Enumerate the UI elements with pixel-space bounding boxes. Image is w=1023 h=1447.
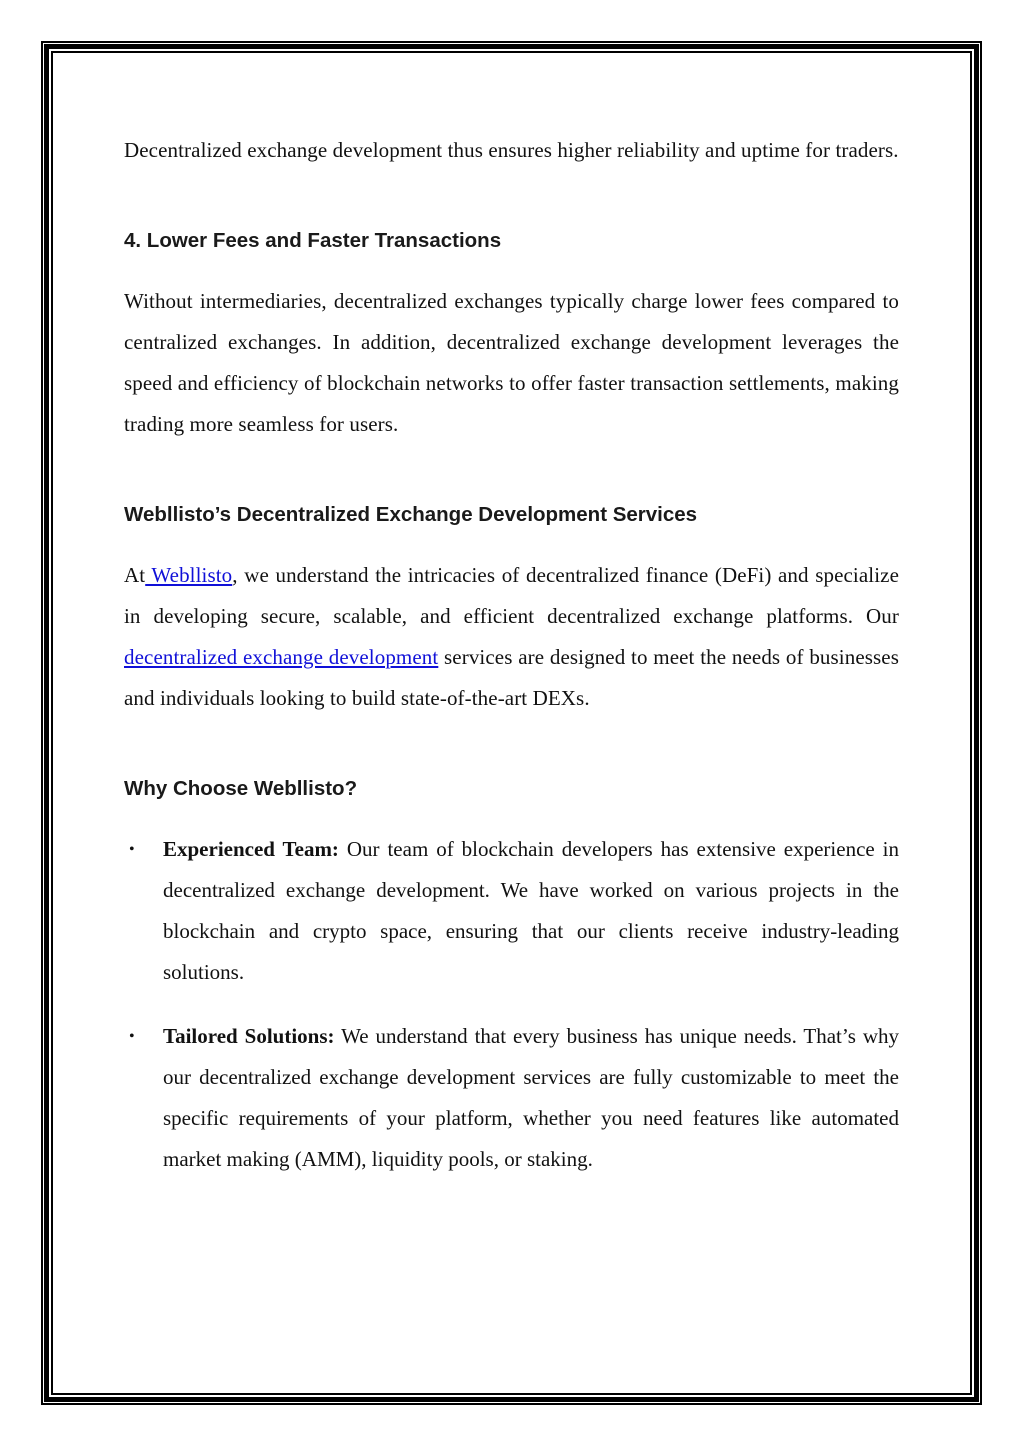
list-item-text: Our team of blockchain developers has extensive experience in decentralized exchange development. We have worked on various projects in the blockchain and crypto space, ensuring that our clients receive industry-leading solutions. xyxy=(163,837,899,984)
list-item-title: Tailored Solutions: xyxy=(163,1024,335,1048)
why-list xyxy=(124,829,899,1180)
bullet-icon: • xyxy=(129,1028,135,1045)
list-item-text: We understand that every business has unique needs. That’s why our decentralized exchange development services are fully customizable to meet the specific requirements of your platform, whether you need features like automated market making (AMM), liquidity pools, or staking. xyxy=(163,1024,899,1171)
list-item xyxy=(124,1016,899,1180)
list-item-title: Experienced Team: xyxy=(163,837,339,861)
services-heading: Webllisto’s Decentralized Exchange Development Services xyxy=(124,503,698,526)
why-heading: Why Choose Webllisto? xyxy=(124,777,358,800)
services-text-mid: , we understand the intricacies of decentralized finance (DeFi) and specialize in developing secure, scalable, and efficient decentralized exchange platforms. Our xyxy=(124,563,899,628)
section4-paragraph: Without intermediaries, decentralized exchanges typically charge lower fees compared to centralized exchanges. In addition, decentralized exchange development leverages the speed and efficiency of blockchain networks to offer faster transaction settlements, making trading more seamless for users. xyxy=(124,289,899,436)
document-content xyxy=(124,130,899,1180)
list-item xyxy=(124,829,899,993)
services-paragraph xyxy=(124,555,899,719)
services-text-at: At xyxy=(124,563,146,587)
services-text-end: services are designed to meet the needs of businesses and individuals looking to build state-of-the-art DEXs. xyxy=(124,645,899,710)
webllisto-link[interactable]: Webllisto xyxy=(145,563,233,587)
intro-paragraph: Decentralized exchange development thus ensures higher reliability and uptime for traders. xyxy=(124,138,899,162)
bullet-icon: • xyxy=(129,841,135,858)
dex-development-link[interactable]: decentralized exchange development xyxy=(124,645,439,669)
section4-heading: 4. Lower Fees and Faster Transactions xyxy=(124,229,502,252)
